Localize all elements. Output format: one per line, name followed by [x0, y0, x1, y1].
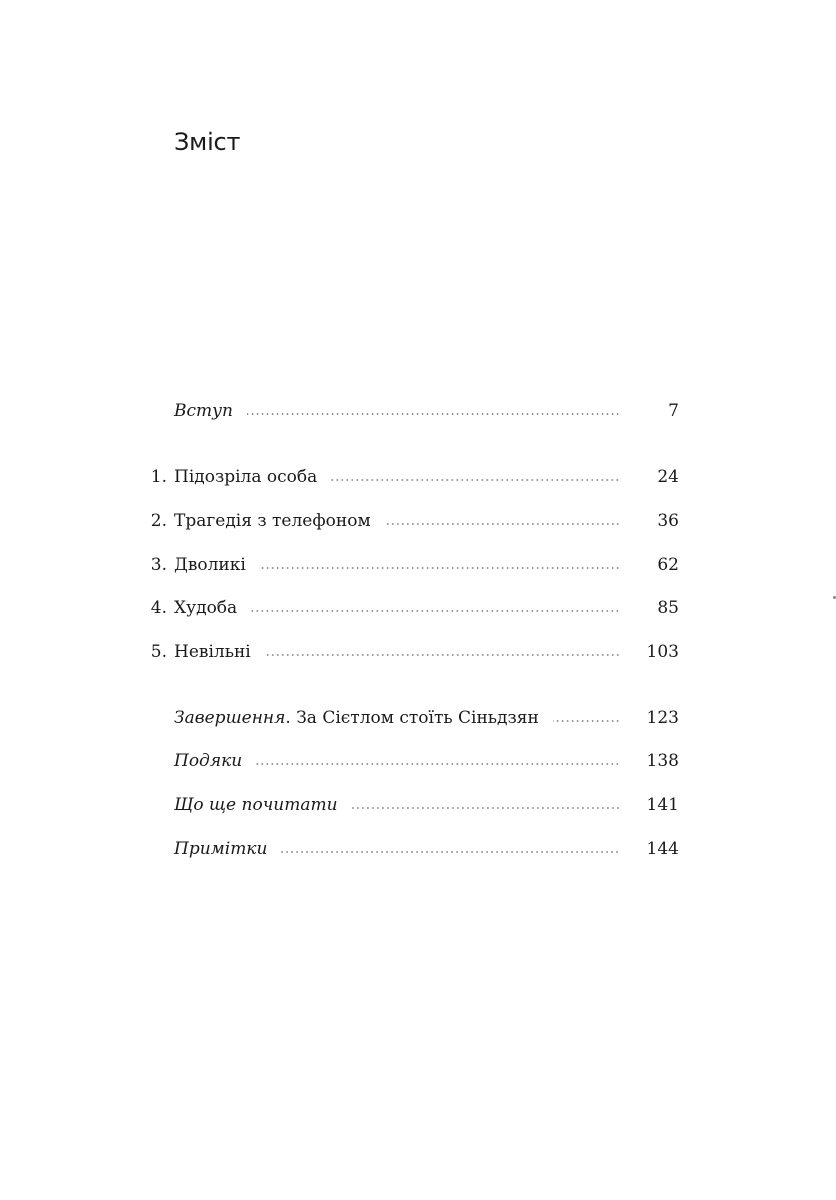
- toc-entry-label: Дволикі: [174, 555, 246, 575]
- toc-entry-introduction[interactable]: [0, 397, 836, 425]
- toc-entry-page: 144: [646, 839, 679, 859]
- toc-entry-label: Примітки: [174, 839, 268, 859]
- dot-leader: [260, 567, 620, 569]
- toc-entry-label: [174, 704, 539, 732]
- dot-leader: [553, 720, 620, 722]
- toc-entry-chapter-3[interactable]: [0, 551, 836, 579]
- toc-entry-further-reading[interactable]: [0, 791, 836, 819]
- toc-entry-label: Подяки: [174, 751, 243, 771]
- toc-entry-page: 24: [657, 467, 679, 487]
- dot-leader: [256, 763, 620, 765]
- toc-entry-chapter-5[interactable]: [0, 638, 836, 666]
- toc-entry-number: 1.: [150, 467, 167, 487]
- toc-entry-label-suffix: . За Сієтлом стоїть Сіньдзян: [285, 708, 539, 728]
- dot-leader: [265, 654, 620, 656]
- page-title: Зміст: [174, 128, 241, 156]
- toc-entry-page: 138: [646, 751, 679, 771]
- dot-leader: [247, 413, 620, 415]
- toc-entry-number: 5.: [150, 642, 167, 662]
- toc-entry-label: Підозріла особа: [174, 467, 318, 487]
- dot-leader: [352, 807, 620, 809]
- toc-entry-number: 3.: [150, 555, 167, 575]
- toc-entry-page: 123: [646, 708, 679, 728]
- toc-entry-acknowledgements[interactable]: [0, 747, 836, 775]
- toc-entry-label: Трагедія з телефоном: [174, 511, 371, 531]
- toc-entry-notes[interactable]: [0, 835, 836, 863]
- toc-entry-chapter-1[interactable]: [0, 463, 836, 491]
- toc-entry-conclusion[interactable]: [0, 704, 836, 732]
- toc-entry-page: 85: [657, 598, 679, 618]
- dot-leader: [281, 851, 620, 853]
- toc-entry-page: 7: [668, 401, 679, 421]
- toc-entry-number: 2.: [150, 511, 167, 531]
- toc-entry-label: Худоба: [174, 598, 238, 618]
- dot-leader: [251, 610, 620, 612]
- toc-entry-page: 103: [646, 642, 679, 662]
- toc-entry-label: Що ще почитати: [174, 795, 338, 815]
- toc-entry-label-italic: Завершення: [174, 708, 286, 728]
- toc-entry-page: 62: [657, 555, 679, 575]
- toc-entry-chapter-4[interactable]: [0, 594, 836, 622]
- toc-entry-page: 141: [646, 795, 679, 815]
- toc-entry-chapter-2[interactable]: [0, 507, 836, 535]
- toc-entry-label: Невільні: [174, 642, 251, 662]
- toc-entry-page: 36: [657, 511, 679, 531]
- toc-entry-number: 4.: [150, 598, 167, 618]
- toc-entry-label: Вступ: [174, 401, 233, 421]
- dot-leader: [385, 523, 620, 525]
- dot-leader: [331, 479, 620, 481]
